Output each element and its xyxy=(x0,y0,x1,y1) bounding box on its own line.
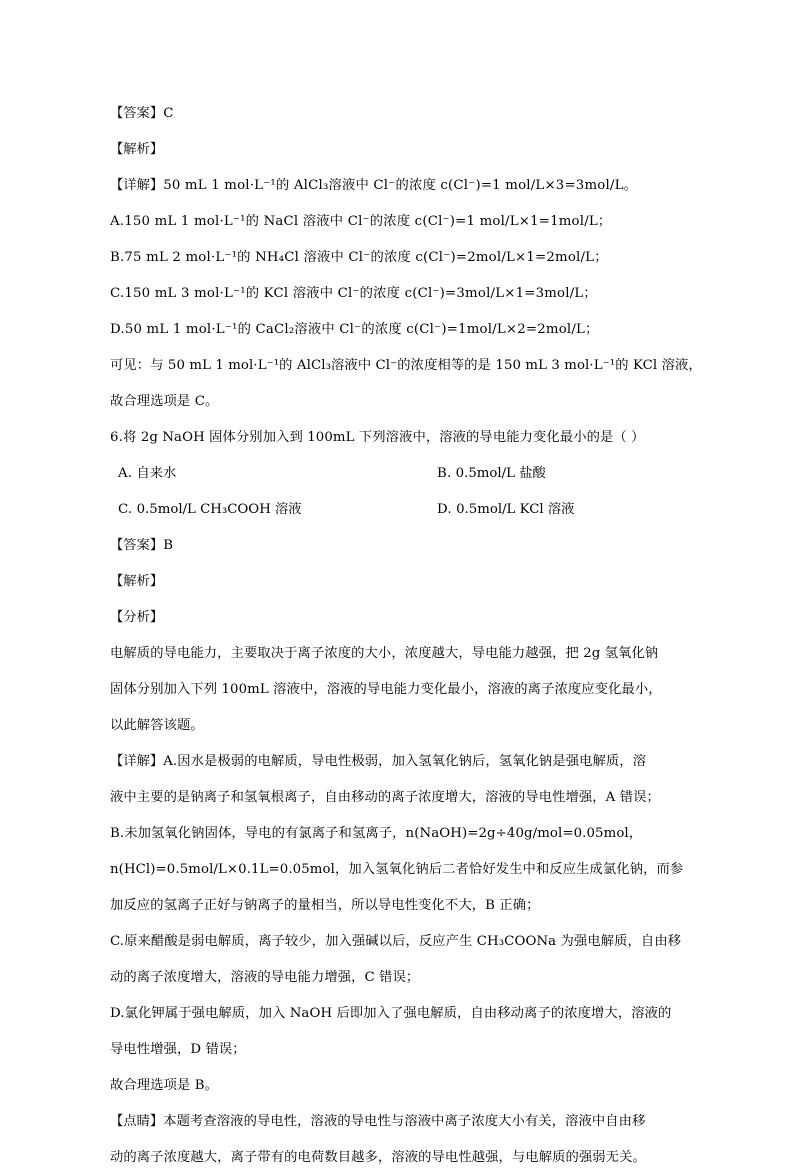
q6-detail-line-6 xyxy=(110,924,684,960)
q6-stem-line xyxy=(110,420,684,456)
q6-stem-text: 将 2g NaOH 固体分别加入到 100mL 下列溶液中，溶液的导电能力变化最小的是（ ） xyxy=(123,430,645,445)
q6-detail-line-2 xyxy=(110,780,684,816)
q6-detail-text-3: B.未加氢氧化钠固体，导电的有氯离子和氢离子，n(NaOH)=2g÷40g/mol=0.05mol， xyxy=(110,826,643,841)
q6-analysis-text-1: 电解质的导电能力，主要取决于离子浓度的大小，浓度越大，导电能力越强，把 2g 氢氧化钠 xyxy=(110,646,659,661)
q6-highlight-line-2 xyxy=(110,1140,684,1176)
explanation-tag: 【解析】 xyxy=(110,142,164,157)
q6-analysis-text-2: 固体分别加入下列 100mL 溶液中，溶液的导电能力变化最小，溶液的离子浓度应变化最小， xyxy=(110,682,662,697)
answer-tag: 【答案】 xyxy=(110,106,164,121)
q6-number: 6. xyxy=(110,430,124,445)
q5-option-b-line xyxy=(110,240,684,276)
q6-detail-line-3 xyxy=(110,816,684,852)
q5-option-b-text: B.75 mL 2 mol·L⁻¹的 NH₄Cl 溶液中 Cl⁻的浓度 c(Cl⁻)=2mol/L×1=2mol/L； xyxy=(110,250,608,265)
analysis-tag: 【分析】 xyxy=(110,610,164,625)
explanation-tag: 【解析】 xyxy=(110,574,164,589)
detail-tag: 【详解】 xyxy=(110,754,164,769)
q5-option-c-line xyxy=(110,276,684,312)
highlight-tag: 【点睛】 xyxy=(110,1114,164,1129)
q6-detail-text-1: A.因水是极弱的电解质，导电性极弱，加入氢氧化钠后，氢氧化钠是强电解质，溶 xyxy=(163,754,647,769)
q5-conclusion-line-2 xyxy=(110,384,684,420)
q6-answer-value: B xyxy=(163,538,174,553)
q6-analysis-line-1 xyxy=(110,636,684,672)
q6-analysis-line-3 xyxy=(110,708,684,744)
q6-detail-text-8: D.氯化钾属于强电解质，加入 NaOH 后即加入了强电解质，自由移动离子的浓度增大，溶液的 xyxy=(110,1006,672,1021)
q6-option-d-key: D. xyxy=(437,502,452,517)
q6-option-b-key: B. xyxy=(437,466,452,481)
q5-conclusion-line-1 xyxy=(110,348,702,384)
q5-option-d-text: D.50 mL 1 mol·L⁻¹的 CaCl₂溶液中 Cl⁻的浓度 c(Cl⁻)=1mol/L×2=2mol/L； xyxy=(110,322,599,337)
q6-detail-text-4: n(HCl)=0.5mol/L×0.1L=0.05mol，加入氢氧化钠后二者恰好发生中和反应生成氯化钠，而参 xyxy=(110,862,684,877)
q6-option-a[interactable] xyxy=(118,456,176,492)
q6-detail-line-4 xyxy=(110,852,684,888)
document-body xyxy=(110,96,702,1176)
q6-analysis-line-2 xyxy=(110,672,684,708)
q5-conclusion-text-2: 故合理选项是 C。 xyxy=(110,394,219,409)
q6-detail-line-1 xyxy=(110,744,684,780)
answer-tag: 【答案】 xyxy=(110,538,164,553)
q6-highlight-text-1: 本题考查溶液的导电性，溶液的导电性与溶液中离子浓度大小有关，溶液中自由移 xyxy=(163,1114,646,1129)
q6-analysis-tag-line xyxy=(110,600,684,636)
q6-option-b-text: 0.5mol/L 盐酸 xyxy=(455,466,546,481)
q5-answer-value: C xyxy=(163,106,174,121)
q6-detail-text-7: 动的离子浓度增大，溶液的导电能力增强，C 错误； xyxy=(110,970,420,985)
q6-explanation-tag-line xyxy=(110,564,684,600)
q6-option-b[interactable] xyxy=(437,456,546,492)
q6-detail-text-10: 故合理选项是 B。 xyxy=(110,1078,218,1093)
q5-detail-line xyxy=(110,168,684,204)
q6-detail-text-5: 加反应的氢离子正好与钠离子的量相当，所以导电性变化不大，B 正确； xyxy=(110,898,540,913)
q6-detail-line-5 xyxy=(110,888,684,924)
q6-detail-text-9: 导电性增强，D 错误； xyxy=(110,1042,246,1057)
q6-highlight-line-1 xyxy=(110,1104,684,1140)
q6-highlight-text-2: 动的离子浓度越大，离子带有的电荷数目越多，溶液的导电性越强，与电解质的强弱无关。 xyxy=(110,1150,646,1165)
q5-explanation-tag-line xyxy=(110,132,684,168)
q6-detail-line-7 xyxy=(110,960,684,996)
q6-detail-line-8 xyxy=(110,996,684,1032)
q6-option-a-key: A. xyxy=(118,466,133,481)
q6-option-d-text: 0.5mol/L KCl 溶液 xyxy=(456,502,575,517)
q6-detail-line-10 xyxy=(110,1068,684,1104)
q5-answer-line xyxy=(110,96,684,132)
q5-conclusion-text-1: 可见：与 50 mL 1 mol·L⁻¹的 AlCl₃溶液中 Cl⁻的浓度相等的是 150 mL 3 mol·L⁻¹的 KCl 溶液， xyxy=(110,358,702,373)
q6-option-c-key: C. xyxy=(118,502,133,517)
q6-option-a-text: 自来水 xyxy=(136,466,177,481)
q6-detail-text-6: C.原来醋酸是弱电解质，离子较少，加入强碱以后，反应产生 CH₃COONa 为强电解质，自由移 xyxy=(110,934,682,949)
q6-option-row-cd xyxy=(110,492,684,528)
detail-tag: 【详解】 xyxy=(110,178,164,193)
q6-answer-line xyxy=(110,528,684,564)
q5-detail-text: 50 mL 1 mol·L⁻¹的 AlCl₃溶液中 Cl⁻的浓度 c(Cl⁻)=1 mol/L×3=3mol/L。 xyxy=(163,178,638,193)
q5-option-a-line xyxy=(110,204,684,240)
q5-option-a-text: A.150 mL 1 mol·L⁻¹的 NaCl 溶液中 Cl⁻的浓度 c(Cl⁻)=1 mol/L×1=1mol/L； xyxy=(110,214,612,229)
q6-detail-line-9 xyxy=(110,1032,684,1068)
q6-option-c-text: 0.5mol/L CH₃COOH 溶液 xyxy=(136,502,302,517)
q5-option-d-line xyxy=(110,312,684,348)
q6-option-d[interactable] xyxy=(437,492,574,528)
q6-analysis-text-3: 以此解答该题。 xyxy=(110,718,204,733)
q6-option-row-ab xyxy=(110,456,684,492)
q5-option-c-text: C.150 mL 3 mol·L⁻¹的 KCl 溶液中 Cl⁻的浓度 c(Cl⁻)=3mol/L×1=3mol/L； xyxy=(110,286,597,301)
q6-option-c[interactable] xyxy=(118,492,302,528)
q6-detail-text-2: 液中主要的是钠离子和氢氧根离子，自由移动的离子浓度增大，溶液的导电性增强，A 错误； xyxy=(110,790,660,805)
